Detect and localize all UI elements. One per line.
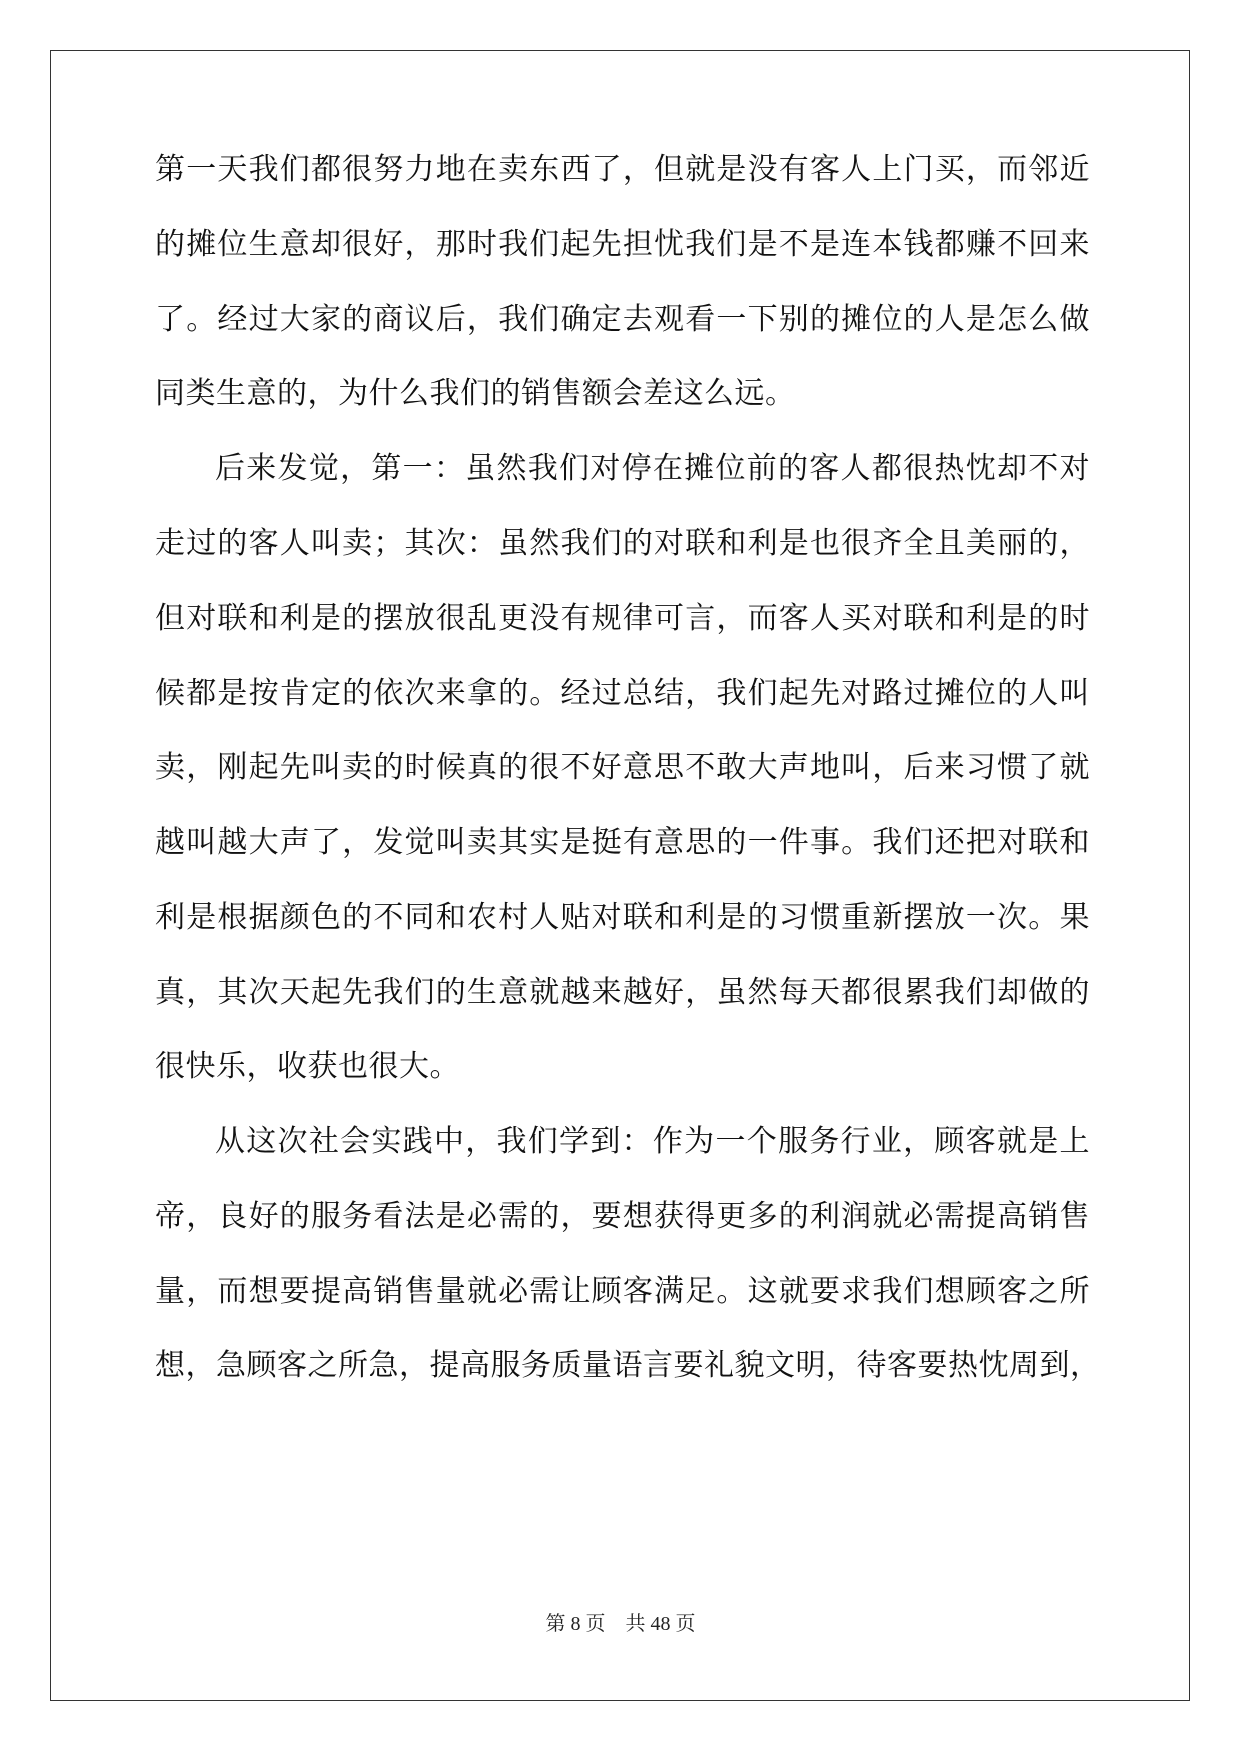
page-border (50, 50, 1190, 1701)
page-number-footer: 第 8 页 共 48 页 (545, 1613, 696, 1635)
body-text-line: 后来发觉，第一：虽然我们对停在摊位前的客人都很热忱却不对 (215, 451, 1090, 486)
body-text-line: 很快乐，收获也很大。 (155, 1049, 460, 1084)
body-text-line: 了。经过大家的商议后，我们确定去观看一下别的摊位的人是怎么做 (155, 302, 1090, 337)
body-text-line: 的摊位生意却很好，那时我们起先担忧我们是不是连本钱都赚不回来 (155, 227, 1090, 262)
body-text-line: 越叫越大声了，发觉叫卖其实是挺有意思的一件事。我们还把对联和 (155, 825, 1090, 860)
body-text-line: 第一天我们都很努力地在卖东西了，但就是没有客人上门买，而邻近 (155, 152, 1090, 187)
body-text-line: 利是根据颜色的不同和农村人贴对联和利是的习惯重新摆放一次。果 (155, 900, 1090, 935)
body-text-line: 同类生意的，为什么我们的销售额会差这么远。 (155, 376, 796, 411)
body-text-line: 但对联和利是的摆放很乱更没有规律可言，而客人买对联和利是的时 (155, 601, 1090, 636)
body-text-line: 候都是按肯定的依次来拿的。经过总结，我们起先对路过摊位的人叫 (155, 676, 1090, 711)
body-text-line: 帝，良好的服务看法是必需的，要想获得更多的利润就必需提高销售 (155, 1199, 1090, 1234)
body-text-line: 从这次社会实践中，我们学到：作为一个服务行业，顾客就是上 (215, 1124, 1090, 1159)
body-text-line: 量，而想要提高销售量就必需让顾客满足。这就要求我们想顾客之所 (155, 1274, 1090, 1309)
body-text-line: 想，急顾客之所急，提高服务质量语言要礼貌文明，待客要热忱周到， (155, 1348, 1101, 1383)
body-text-line: 走过的客人叫卖；其次：虽然我们的对联和利是也很齐全且美丽的， (155, 526, 1090, 561)
body-text-line: 真，其次天起先我们的生意就越来越好，虽然每天都很累我们却做的 (155, 975, 1090, 1010)
body-text-line: 卖，刚起先叫卖的时候真的很不好意思不敢大声地叫，后来习惯了就 (155, 750, 1090, 785)
